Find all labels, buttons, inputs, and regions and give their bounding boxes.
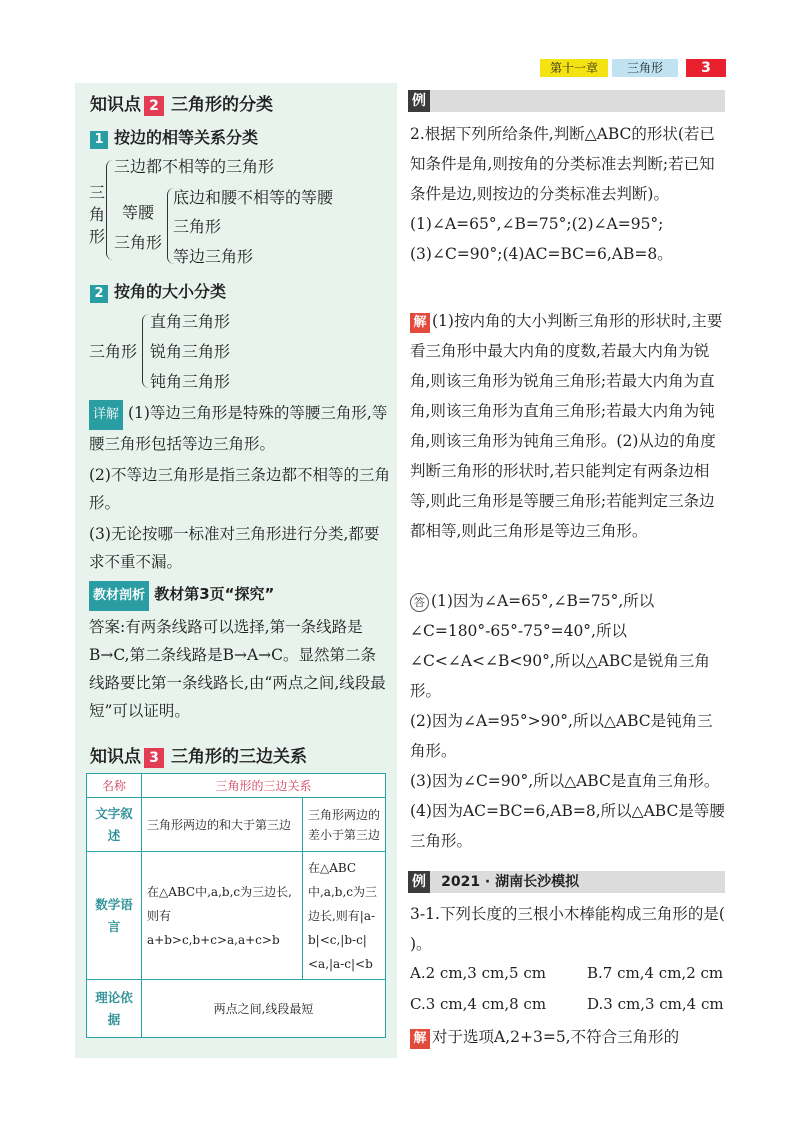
- kp2-prefix: 知识点: [90, 95, 141, 115]
- table-header-name: 名称: [87, 774, 142, 798]
- side-b3: 等边三角形: [173, 247, 254, 266]
- by-side-heading: [90, 125, 258, 149]
- side-b2: 三角形: [173, 217, 222, 236]
- table-cell: 两点之间,线段最短: [142, 980, 386, 1038]
- detail-p2: (2)不等边三角形是指三条边都不相等的三角形。: [89, 466, 390, 512]
- textbook-title: 教材第3页“探究”: [154, 585, 275, 603]
- by-angle-title: 按角的大小分类: [114, 282, 227, 301]
- table-row: [87, 852, 386, 980]
- da-tag: 答: [410, 593, 429, 612]
- question-3: [410, 899, 725, 959]
- by-angle-heading: [90, 279, 226, 303]
- kp2-heading: [90, 90, 273, 116]
- jie2-text: 对于选项A,2+3=5,不符合三角形的: [432, 1028, 680, 1046]
- textbook-answer: 答案:有两条线路可以选择,第一条线路是B→C,第二条线路是B→A→C。显然第二条线路要比第一条线路长,由“两点之间,线段最短”可以证明。: [89, 618, 386, 720]
- jie-tag-2: 解: [410, 1029, 430, 1049]
- option-c: C.3 cm,4 cm,8 cm: [410, 995, 547, 1013]
- jie-tag: 解: [410, 313, 430, 333]
- table-row: [87, 774, 386, 798]
- example-source: 2021 · 湖南长沙模拟: [441, 874, 580, 890]
- q2-cond-1: (1)∠A=65°,∠B=75°;(2)∠A=95°;: [410, 215, 664, 233]
- example-tag: 例: [408, 90, 430, 112]
- detail-tag: 详解: [89, 400, 123, 430]
- option-b: B.7 cm,4 cm,2 cm: [587, 964, 724, 982]
- kp3-heading: [90, 742, 307, 768]
- by-side-num: 1: [90, 131, 108, 149]
- table-cell: 三角形两边的差小于第三边: [302, 798, 385, 852]
- by-side-title: 按边的相等关系分类: [114, 128, 259, 147]
- answer-2: (2)因为∠A=95°>90°,所以△ABC是钝角三角形。: [410, 712, 713, 760]
- q3-stem: 3-1.下列长度的三根小木棒能构成三角形的是( )。: [410, 905, 725, 953]
- textbook-tag: 教材剖析: [89, 581, 149, 611]
- section-tag: 三角形: [612, 59, 678, 77]
- option-d: D.3 cm,3 cm,4 cm: [587, 995, 724, 1013]
- angle-root: 三角形: [89, 342, 138, 361]
- angle-item-3: 钝角三角形: [150, 372, 231, 391]
- table-cap-math: 数学语言: [87, 852, 142, 980]
- answer-4: (4)因为AC=BC=6,AB=8,所以△ABC是等腰三角形。: [410, 802, 725, 850]
- chapter-tag: 第十一章: [540, 59, 608, 77]
- textbook-heading: [89, 580, 391, 611]
- table-cell: 在△ABC中,a,b,c为三边长,则有a+b>c,b+c>a,a+c>b: [142, 852, 303, 980]
- q2-stem: 2.根据下列所给条件,判断△ABC的形状(若已知条件是角,则按角的分类标准去判断;若已知条件是边,则按边的分类标准去判断)。: [410, 125, 715, 203]
- angle-item-2: 锐角三角形: [150, 342, 231, 361]
- kp3-num: 3: [144, 748, 164, 768]
- option-a: A.2 cm,3 cm,5 cm: [410, 964, 546, 982]
- table-row: [87, 798, 386, 852]
- example-tag-2: 例: [408, 871, 430, 893]
- detail-p1: [89, 399, 391, 458]
- table-row: [87, 980, 386, 1038]
- angle-item-1: 直角三角形: [150, 312, 231, 331]
- detail-p3: (3)无论按哪一标准对三角形进行分类,都要求不重不漏。: [89, 525, 380, 571]
- side-root: 三角形: [89, 183, 106, 246]
- detail-block: [89, 399, 391, 576]
- example-bar-2: [408, 871, 725, 893]
- table-cell: 在△ABC中,a,b,c为三边长,则有|a-b|<c,|b-c|<a,|a-c|<b: [302, 852, 385, 980]
- answer-1: (1)因为∠A=65°,∠B=75°,所以∠C=180°-65°-75°=40°,所以∠C<∠A<∠B<90°,所以△ABC是锐角三角形。: [410, 592, 710, 700]
- side-b: 等腰: [122, 203, 155, 222]
- question-2: [410, 119, 725, 269]
- answer-block: [410, 586, 725, 856]
- kp2-title: 三角形的分类: [171, 95, 273, 115]
- solution-1: [410, 306, 725, 546]
- example-bar-1: [408, 90, 725, 112]
- side-c: 三角形: [114, 233, 163, 252]
- kp2-num: 2: [144, 96, 164, 116]
- jie-text: (1)按内角的大小判断三角形的形状时,主要看三角形中最大内角的度数,若最大内角为锐角,则该三角形为锐角三角形;若最大内角为直角,则该三角形为直角三角形;若最大内角为钝角,则该三角形为钝角三角形。(2)从边的角度判断三角形的形状时,若只能判定有两条边相等,则此三角形是等腰三角形;若能判定三条边都相等,则此三角形是等边三角形。: [410, 312, 723, 540]
- page-number: 3: [686, 59, 726, 77]
- textbook-block: [89, 580, 391, 725]
- kp3-title: 三角形的三边关系: [171, 747, 307, 767]
- q2-cond-2: (3)∠C=90°;(4)AC=BC=6,AB=8。: [410, 245, 673, 263]
- table-cell: 三角形两边的和大于第三边: [142, 798, 303, 852]
- table-cap-text: 文字叙述: [87, 798, 142, 852]
- table-cap-basis: 理论依据: [87, 980, 142, 1038]
- side-brace-1: [106, 160, 113, 260]
- side-b1: 底边和腰不相等的等腰: [173, 188, 334, 207]
- table-header-relation: 三角形的三边关系: [142, 774, 386, 798]
- solution-2: [410, 1022, 725, 1052]
- side-a: 三边都不相等的三角形: [114, 157, 275, 176]
- answer-3: (3)因为∠C=90°,所以△ABC是直角三角形。: [410, 772, 720, 790]
- angle-brace: [142, 314, 149, 388]
- side-relation-table: [86, 773, 386, 1038]
- detail-p1-text: (1)等边三角形是特殊的等腰三角形,等腰三角形包括等边三角形。: [89, 404, 388, 453]
- kp3-prefix: 知识点: [90, 747, 141, 767]
- by-angle-num: 2: [90, 285, 108, 303]
